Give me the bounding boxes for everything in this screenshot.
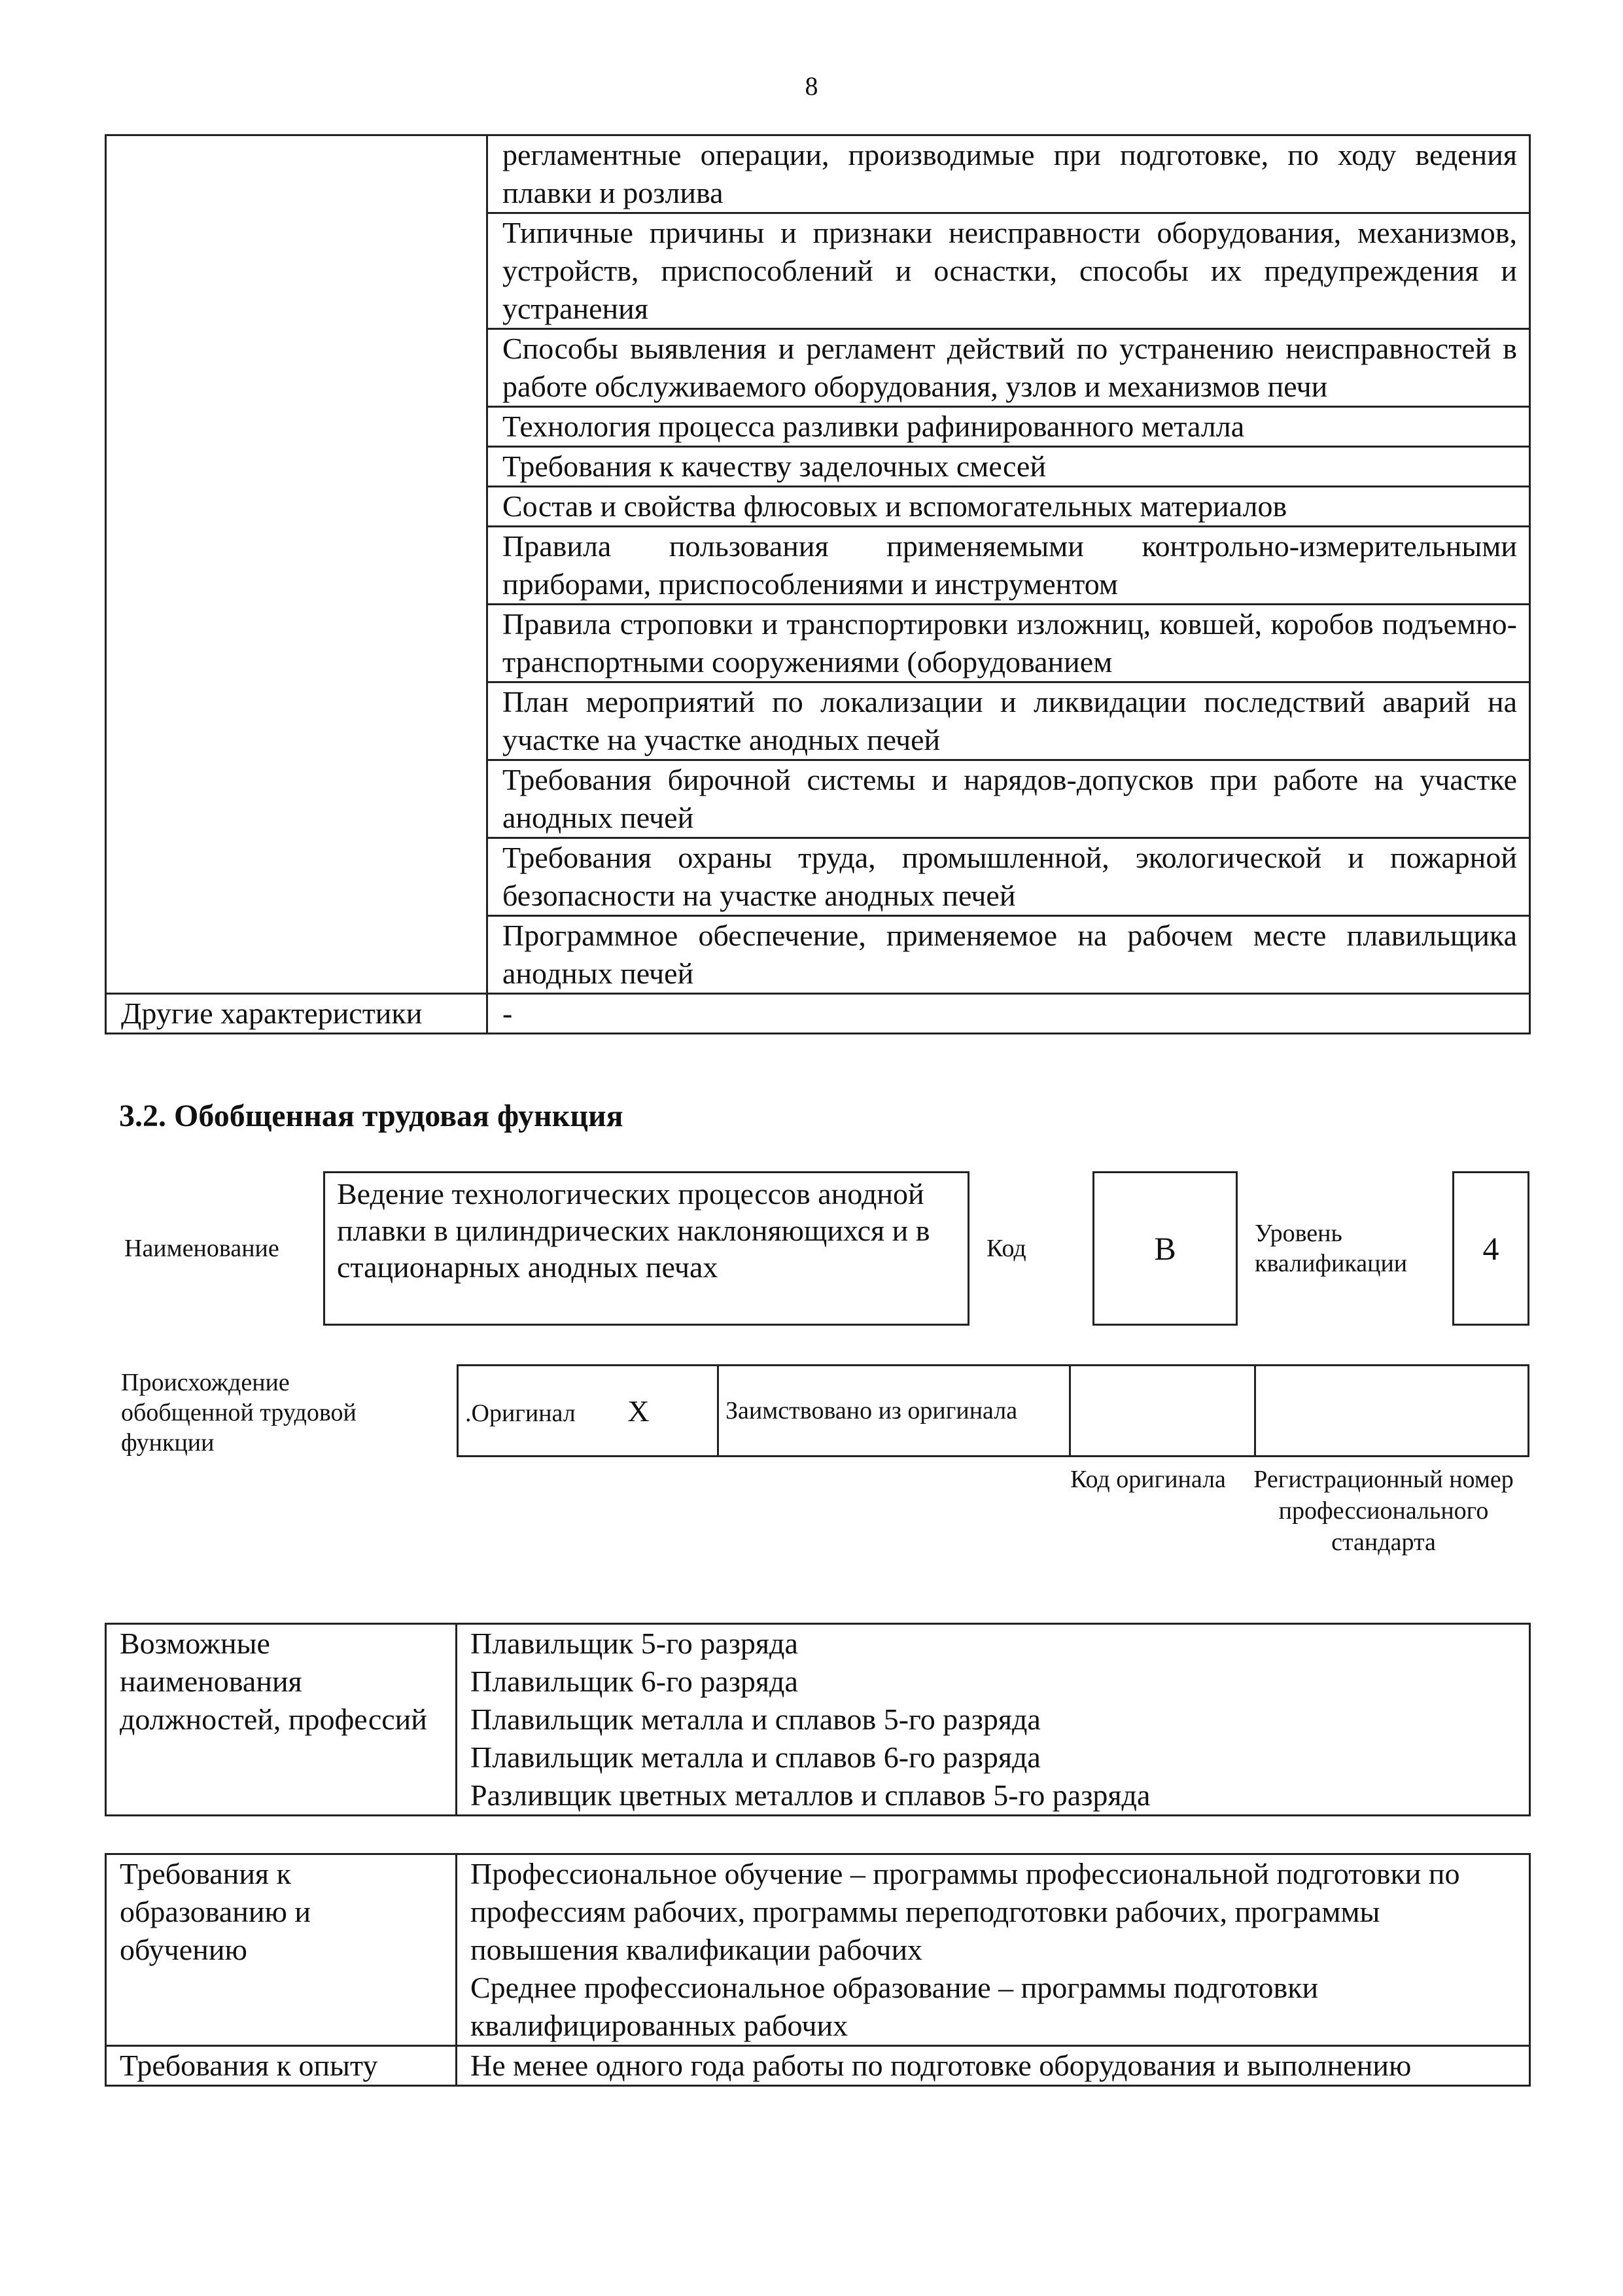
- education-label: Требования к образованию и обучению: [106, 1854, 457, 2046]
- function-name-box: Ведение технологических процессов анодной плавки в цилиндрических наклоняющихся и в стационарных анодных печах: [323, 1171, 969, 1326]
- original-cell: [458, 1366, 718, 1457]
- other-characteristics-row: [106, 994, 1530, 1034]
- section-title: 3.2. Обобщенная трудовая функция: [119, 1099, 623, 1133]
- name-label: Наименование: [124, 1235, 279, 1262]
- knowledge-item: Технология процесса разливки рафинированного металла: [487, 407, 1530, 447]
- positions-row: [106, 1624, 1530, 1816]
- knowledge-item: Способы выявления и регламент действий по устранению неисправностей в работе обслуживаемого оборудования, узлов и механизмов печи: [487, 329, 1530, 407]
- knowledge-item: Состав и свойства флюсовых и вспомогательных материалов: [487, 487, 1530, 527]
- level-value-box: [1452, 1171, 1529, 1326]
- origin-label: Происхождение обобщенной трудовой функции: [121, 1369, 357, 1457]
- position-item: Плавильщик 5-го разряда: [470, 1627, 798, 1660]
- code-value-box: [1092, 1171, 1238, 1326]
- knowledge-label-cell: [106, 135, 487, 994]
- registration-number-cell: [1255, 1366, 1529, 1457]
- knowledge-table: [105, 134, 1531, 1034]
- knowledge-item: Программное обеспечение, применяемое на рабочем месте плавильщика анодных печей: [487, 916, 1530, 994]
- positions-table: [105, 1623, 1531, 1816]
- education-item: Профессиональное обучение – программы профессиональной подготовки по профессиям рабочих, программы переподготовки рабочих, программы повышения квалификации рабочих: [470, 1857, 1460, 1966]
- knowledge-item: Правила пользования применяемыми контрольно-измерительными приборами, приспособлениями и инструментом: [487, 527, 1530, 605]
- knowledge-row: [106, 135, 1530, 213]
- knowledge-item: регламентные операции, производимые при подготовке, по ходу ведения плавки и розлива: [487, 135, 1530, 213]
- position-item: Разливщик цветных металлов и сплавов 5-го разряда: [470, 1778, 1151, 1812]
- original-label: .Оригинал: [465, 1399, 576, 1427]
- knowledge-table-body: [106, 135, 1530, 1034]
- page-number: 8: [805, 71, 818, 101]
- origin-table: [457, 1364, 1529, 1457]
- positions-label: Возможные наименования должностей, профессий: [106, 1624, 457, 1816]
- origin-row: [458, 1366, 1529, 1457]
- level-value: 4: [1482, 1230, 1499, 1267]
- level-label: Уровень квалификации: [1255, 1220, 1408, 1277]
- experience-label: Требования к опыту: [106, 2046, 457, 2086]
- education-row: [106, 1854, 1530, 2046]
- knowledge-item: Типичные причины и признаки неисправности оборудования, механизмов, устройств, приспособлений и оснастки, способы их предупреждения и устранения: [487, 213, 1530, 329]
- knowledge-item: Требования бирочной системы и нарядов-допусков при работе на участке анодных печей: [487, 760, 1530, 838]
- original-code-cell: [1070, 1366, 1255, 1457]
- requirements-table: [105, 1853, 1531, 2087]
- registration-number-caption: Регистрационный номер профессионального стандарта: [1253, 1466, 1514, 1556]
- experience-row: [106, 2046, 1530, 2086]
- positions-list: [457, 1624, 1530, 1816]
- code-label: Код: [986, 1235, 1026, 1262]
- education-item: Среднее профессиональное образование – программы подготовки квалифицированных рабочих: [470, 1971, 1319, 2042]
- borrowed-cell: Заимствовано из оригинала: [718, 1366, 1070, 1457]
- code-value: B: [1154, 1230, 1176, 1267]
- knowledge-item: Требования охраны труда, промышленной, экологической и пожарной безопасности на участке анодных печей: [487, 838, 1530, 916]
- original-mark: X: [627, 1394, 650, 1428]
- other-characteristics-label: Другие характеристики: [106, 994, 487, 1034]
- position-item: Плавильщик металла и сплавов 5-го разряда: [470, 1703, 1041, 1736]
- experience-value: Не менее одного года работы по подготовке оборудования и выполнению: [457, 2046, 1530, 2086]
- position-item: Плавильщик 6-го разряда: [470, 1665, 798, 1698]
- code-original-caption: Код оригинала: [1070, 1466, 1226, 1493]
- knowledge-item: Требования к качеству заделочных смесей: [487, 447, 1530, 487]
- education-list: [457, 1854, 1530, 2046]
- knowledge-item: План мероприятий по локализации и ликвидации последствий аварий на участке на участке анодных печей: [487, 682, 1530, 760]
- knowledge-item: Правила строповки и транспортировки изложниц, ковшей, коробов подъемно-транспортными сооружениями (оборудованием: [487, 605, 1530, 682]
- position-item: Плавильщик металла и сплавов 6-го разряда: [470, 1740, 1041, 1774]
- other-characteristics-value: -: [487, 994, 1530, 1034]
